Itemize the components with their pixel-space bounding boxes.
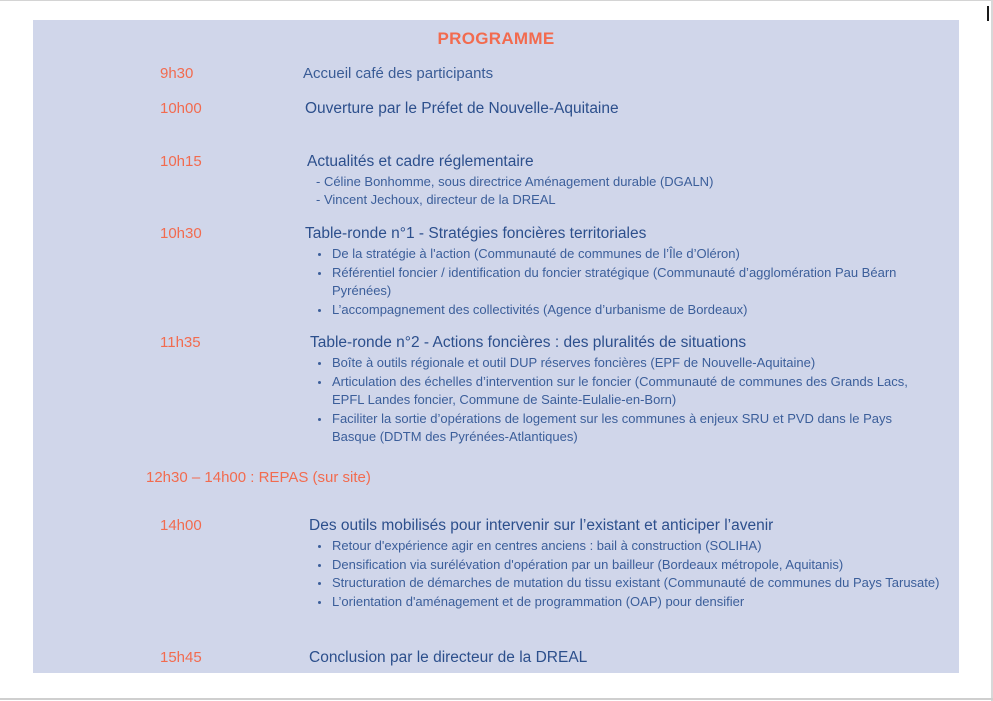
- list-item-text: De la stratégie à l'action (Communauté de communes de l’Île d’Oléron): [332, 246, 740, 261]
- bullet-icon: [318, 564, 321, 567]
- list-item-text: Référentiel foncier / identification du foncier stratégique (Communauté d’agglomération Pau Béarn Pyrénées): [332, 264, 897, 298]
- schedule-heading: Table-ronde n°2 - Actions foncières : des pluralités de situations: [310, 334, 747, 351]
- bullet-icon: [318, 309, 321, 312]
- time-label: 15h45: [160, 649, 202, 666]
- list-item: [315, 593, 955, 612]
- bullet-list: [315, 537, 955, 611]
- bullet-list: [315, 245, 940, 319]
- top-border: [0, 0, 993, 1]
- list-item: [315, 410, 915, 447]
- time-label: 10h15: [160, 153, 202, 170]
- list-item: [315, 537, 955, 556]
- time-label: 11h35: [160, 334, 201, 351]
- list-item: [315, 245, 940, 264]
- list-item-text: Boîte à outils régionale et outil DUP réserves foncières (EPF de Nouvelle-Aquitaine): [332, 355, 816, 370]
- schedule-heading: Table-ronde n°1 - Stratégies foncières territoriales: [305, 225, 647, 242]
- list-item: [315, 301, 940, 320]
- time-label: 10h00: [160, 100, 202, 117]
- schedule-heading: Ouverture par le Préfet de Nouvelle-Aquitaine: [305, 100, 619, 117]
- schedule-heading: Actualités et cadre réglementaire: [307, 153, 534, 170]
- programme-title: PROGRAMME: [437, 29, 555, 48]
- time-label: 10h30: [160, 225, 202, 242]
- list-item-text: Structuration de démarches de mutation du tissu existant (Communauté de communes du Pays Tarusate): [332, 575, 940, 590]
- list-item-text: Densification via surélévation d'opération par un bailleur (Bordeaux métropole, Aquitanis): [332, 556, 844, 572]
- list-item: [315, 264, 940, 301]
- bullet-icon: [318, 545, 321, 548]
- list-item: [315, 354, 915, 373]
- bullet-icon: [318, 272, 321, 275]
- bottom-border: [0, 698, 993, 700]
- time-label: 14h00: [160, 517, 202, 534]
- list-item: [315, 574, 955, 593]
- list-item-text: Retour d'expérience agir en centres anciens : bail à construction (SOLIHA): [332, 538, 762, 553]
- text-cursor: [987, 6, 989, 21]
- list-item: [315, 556, 955, 575]
- schedule-heading: Accueil café des participants: [303, 65, 494, 82]
- list-item-text: L’orientation d'aménagement et de programmation (OAP) pour densifier: [332, 593, 745, 609]
- bullet-list: [315, 354, 915, 447]
- list-item-text: Faciliter la sortie d’opérations de logement sur les communes à enjeux SRU et PVD dans le Pays Basque (DDTM des Pyrénées-Atlantiques): [332, 410, 892, 444]
- list-item: [315, 373, 915, 410]
- speaker-line: - Céline Bonhomme, sous directrice Aménagement durable (DGALN): [316, 174, 714, 189]
- programme-panel: [33, 20, 959, 673]
- bullet-icon: [318, 601, 321, 604]
- bullet-icon: [318, 381, 321, 384]
- schedule-heading: Des outils mobilisés pour intervenir sur l’existant et anticiper l’avenir: [309, 517, 774, 534]
- bullet-icon: [318, 362, 321, 365]
- speaker-line: - Vincent Jechoux, directeur de la DREAL: [316, 192, 556, 207]
- bullet-icon: [318, 253, 321, 256]
- bullet-icon: [318, 418, 321, 421]
- time-label: 9h30: [160, 65, 194, 82]
- bullet-icon: [318, 582, 321, 585]
- schedule-heading: Conclusion par le directeur de la DREAL: [309, 649, 588, 666]
- lunch-break: 12h30 – 14h00 : REPAS (sur site): [146, 469, 371, 486]
- list-item-text: L’accompagnement des collectivités (Agence d’urbanisme de Bordeaux): [332, 301, 748, 317]
- list-item-text: Articulation des échelles d’intervention sur le foncier (Communauté de communes des Grands Lacs, EPFL Landes foncier, Commune de Sainte-Eulalie-en-Born): [332, 373, 908, 407]
